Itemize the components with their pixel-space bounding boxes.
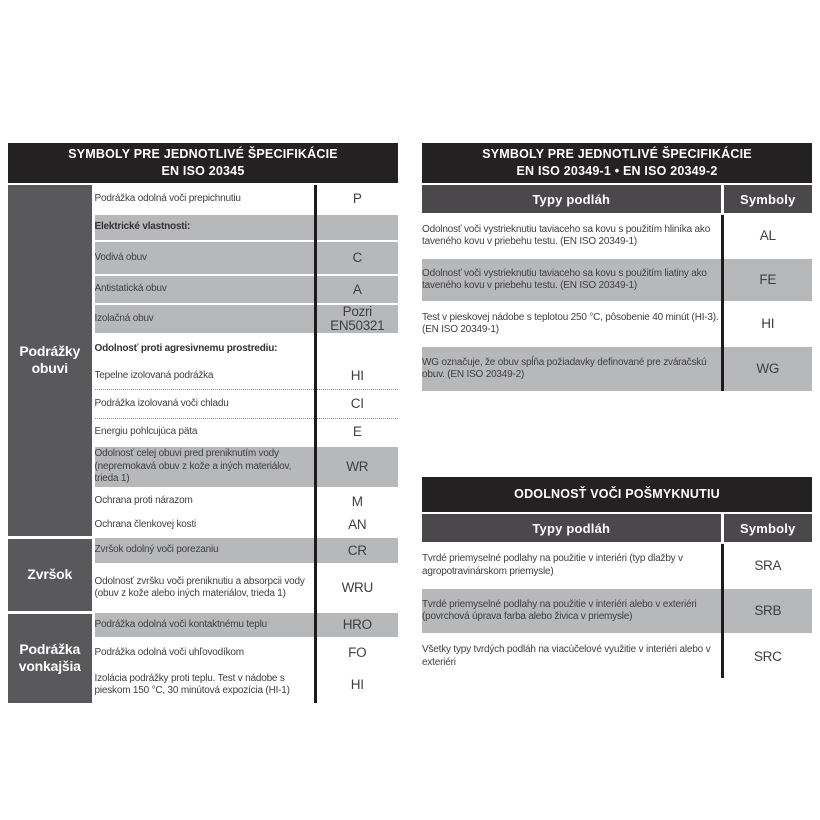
spec-label: Všetky typy tvrdých podláh na viacúčelové využitie v interiéri alebo v exteriéri	[422, 634, 722, 678]
spec-symbol: HI	[315, 363, 398, 390]
spec-symbol: C	[315, 241, 398, 275]
spec-symbol: HI	[315, 667, 398, 703]
spec-symbol: HRO	[315, 612, 398, 638]
table-row	[422, 302, 812, 346]
table-title	[422, 143, 812, 183]
table-row	[8, 537, 398, 564]
spec-symbol: WRU	[315, 564, 398, 612]
spec-symbol: WR	[315, 446, 398, 488]
group-cell-podrazky-obuvi: Podrážky obuvi	[8, 185, 93, 537]
spec-label: Odolnosť celej obuvi pred preniknutím vody (nepremokavá obuv z kože a iných materiálov, trieda 1)	[93, 446, 315, 488]
spec-label: Tvrdé priemyselné podlahy na použitie v interiéri alebo v exteriéri (povrchová úprava farba alebo živica v priemysle)	[422, 588, 722, 634]
spec-symbol: FO	[315, 638, 398, 667]
spec-symbol: AN	[315, 514, 398, 537]
spec-label: Vodivá obuv	[93, 241, 315, 275]
spec-symbol: E	[315, 419, 398, 447]
spec-label: Izolačná obuv	[93, 304, 315, 334]
group-cell-podrazka-vonkajsia: Podrážka vonkajšia	[8, 612, 93, 703]
spec-label: Izolácia podrážky proti teplu. Test v nádobe s pieskom 150 °C, 30 minútová expozícia (HI-1)	[93, 667, 315, 703]
spec-symbol: WG	[722, 346, 812, 391]
column-header-symbols: Symboly	[722, 185, 812, 214]
table-row	[422, 214, 812, 258]
spec-symbol: A	[315, 275, 398, 304]
spec-label: Antistatická obuv	[93, 275, 315, 304]
spec-symbol: SRA	[722, 543, 812, 588]
spec-label: Test v pieskovej nádobe s teplotou 250 °C, pôsobenie 40 minút (HI-3). (EN ISO 20349-1)	[422, 302, 722, 346]
spec-symbol: FE	[722, 258, 812, 302]
spec-label: Odolnosť zvršku voči preniknutiu a absorpcii vody (obuv z kože alebo iných materiálov, trieda 1)	[93, 564, 315, 612]
table-row	[422, 588, 812, 634]
table-title	[8, 143, 398, 183]
spec-label: Zvršok odolný voči porezaniu	[93, 537, 315, 564]
spec-label: Podrážka odolná voči prepichnutiu	[93, 185, 315, 214]
table-title: ODOLNOSŤ VOČI POŠMYKNUTIU	[422, 477, 812, 512]
spec-label: Odolnosť voči vystrieknutiu taviaceho sa kovu s použitím hliníka ako taveného kovu v priebehu testu. (EN ISO 20349-1)	[422, 214, 722, 258]
header-row	[422, 185, 812, 214]
spec-symbol: Pozri EN50321	[315, 304, 398, 334]
spec-label: WG označuje, že obuv spĺňa požiadavky definované pre zváračskú obuv. (EN ISO 20349-2)	[422, 346, 722, 391]
table-title-line2: EN ISO 20349-1 • EN ISO 20349-2	[516, 164, 718, 178]
spec-label: Podrážka odolná voči uhľovodíkom	[93, 638, 315, 667]
table-title-line1: SYMBOLY PRE JEDNOTLIVÉ ŠPECIFIKÁCIE	[68, 147, 338, 161]
spec-table	[8, 185, 398, 703]
table-row	[422, 258, 812, 302]
spec-table	[422, 514, 812, 678]
spec-table-en-iso-20345	[8, 143, 398, 703]
table-row	[422, 543, 812, 588]
spec-symbol: SRB	[722, 588, 812, 634]
spec-symbol: SRC	[722, 634, 812, 678]
spec-symbol: AL	[722, 214, 812, 258]
spec-table	[422, 185, 812, 391]
spec-symbol	[315, 214, 398, 241]
column-header-floor-types: Typy podláh	[422, 514, 722, 543]
spec-label: Ochrana proti nárazom	[93, 488, 315, 514]
table-title-line2: EN ISO 20345	[161, 164, 245, 178]
spec-symbol	[315, 334, 398, 363]
spec-label: Podrážka izolovaná voči chladu	[93, 390, 315, 419]
spec-label: Odolnosť voči vystrieknutiu taviaceho sa kovu s použitím liatiny ako taveného kovu v priebehu testu. (EN ISO 20349-1)	[422, 258, 722, 302]
spec-label: Energiu pohlcujúca päta	[93, 419, 315, 447]
slip-resistance-table	[422, 477, 812, 678]
spec-symbol: P	[315, 185, 398, 214]
spec-symbol: HI	[722, 302, 812, 346]
spec-label: Elektrické vlastnosti:	[93, 214, 315, 241]
group-cell-zvrsok: Zvršok	[8, 537, 93, 612]
column-header-symbols: Symboly	[722, 514, 812, 543]
table-row	[422, 346, 812, 391]
table-title-line1: SYMBOLY PRE JEDNOTLIVÉ ŠPECIFIKÁCIE	[482, 147, 752, 161]
table-row	[8, 612, 398, 638]
spec-label: Odolnosť proti agresivnemu prostrediu:	[93, 334, 315, 363]
table-row	[8, 185, 398, 214]
spec-table-en-iso-20349	[422, 143, 812, 391]
spec-label: Tvrdé priemyselné podlahy na použitie v interiéri (typ dlažby v agropotravinárskom priemysle)	[422, 543, 722, 588]
spec-label: Ochrana členkovej kosti	[93, 514, 315, 537]
spec-symbol: CR	[315, 537, 398, 564]
spec-symbol: M	[315, 488, 398, 514]
column-header-floor-types: Typy podláh	[422, 185, 722, 214]
spec-label: Podrážka odolná voči kontaktnému teplu	[93, 612, 315, 638]
spec-symbol: CI	[315, 390, 398, 419]
spec-label: Tepelne izolovaná podrážka	[93, 363, 315, 390]
header-row	[422, 514, 812, 543]
table-row	[422, 634, 812, 678]
